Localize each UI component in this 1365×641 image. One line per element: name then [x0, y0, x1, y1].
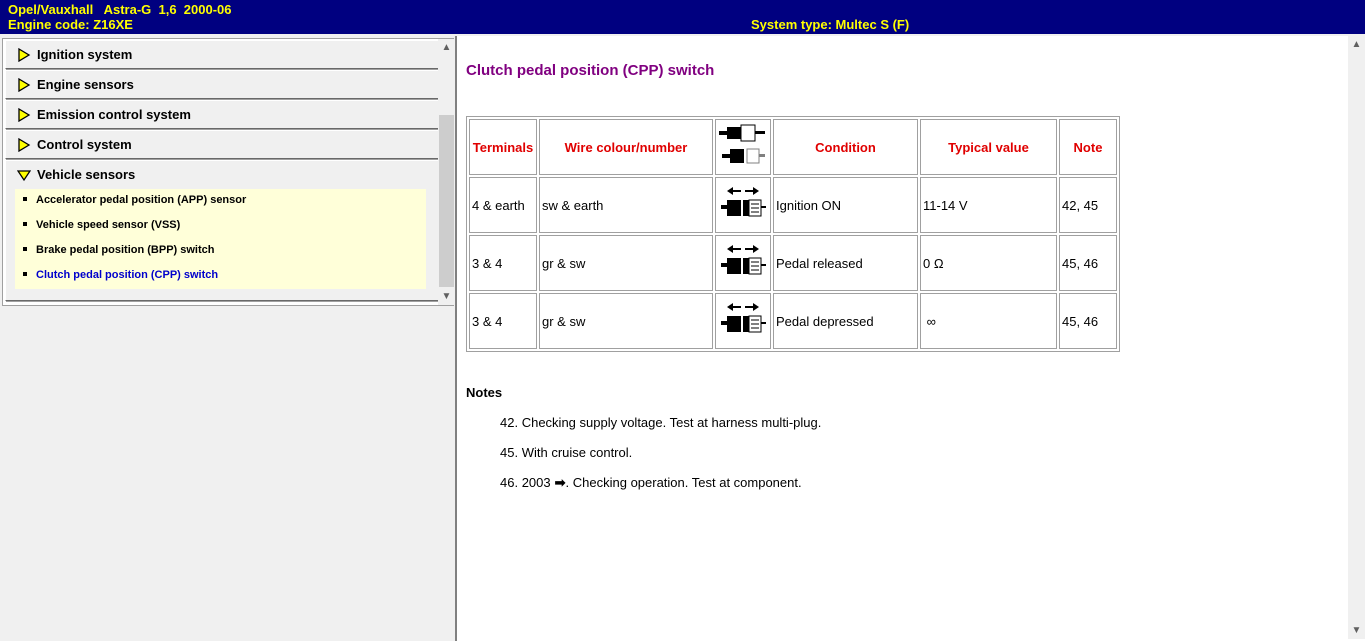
connector-backprobe-icon — [717, 186, 769, 222]
arrow-right-icon — [17, 78, 31, 92]
arrow-right-icon — [17, 108, 31, 122]
category-label: Ignition system — [37, 47, 133, 62]
header-typical-value: Typical value — [920, 119, 1057, 175]
header-connector-cell — [715, 119, 771, 175]
vehicle-info: Opel/Vauxhall Astra-G 1,6 2000-06 — [8, 2, 232, 17]
category-emission-control-system[interactable] — [5, 100, 439, 129]
content-pane — [455, 36, 1365, 641]
note-42 — [500, 415, 821, 430]
cell-connector — [715, 177, 771, 233]
category-label: Emission control system — [37, 107, 191, 122]
category-label: Vehicle sensors — [37, 167, 136, 182]
sidebar-scrollbar[interactable] — [438, 39, 455, 305]
subitem-label: Clutch pedal position (CPP) switch — [36, 269, 219, 281]
table-row — [469, 177, 1117, 233]
category-label: Engine sensors — [37, 77, 134, 92]
page-title: Clutch pedal position (CPP) switch — [466, 62, 715, 79]
connector-backprobe-icon — [717, 302, 769, 338]
category-control-system[interactable] — [5, 130, 439, 159]
content-scrollbar[interactable] — [1348, 36, 1365, 639]
arrow-right-icon: ➡ — [554, 475, 566, 490]
cell-terminals: 3 & 4 — [469, 293, 537, 349]
cell-wire: gr & sw — [539, 293, 713, 349]
subitem-cpp-switch[interactable] — [23, 269, 218, 281]
cell-note: 42, 45 — [1059, 177, 1117, 233]
arrow-right-icon — [17, 48, 31, 62]
note-number: 45. — [500, 445, 519, 460]
table-header-row — [469, 119, 1117, 175]
cell-wire: sw & earth — [539, 177, 713, 233]
header-terminals: Terminals — [469, 119, 537, 175]
chevron-up-icon[interactable]: ▲ — [1351, 39, 1362, 50]
subitem-bpp-switch[interactable] — [23, 244, 214, 256]
cell-connector — [715, 293, 771, 349]
bullet-icon — [23, 247, 27, 251]
cell-condition: Ignition ON — [773, 177, 918, 233]
vehicle-sensors-submenu — [15, 189, 426, 289]
table-row — [469, 235, 1117, 291]
engine-code: Engine code: Z16XE — [8, 17, 133, 32]
subitem-vss[interactable] — [23, 219, 180, 231]
cell-terminals: 4 & earth — [469, 177, 537, 233]
chevron-up-icon[interactable]: ▲ — [441, 42, 452, 53]
chevron-down-icon[interactable]: ▼ — [441, 291, 452, 302]
subitem-label: Vehicle speed sensor (VSS) — [36, 219, 181, 231]
system-type: System type: Multec S (F) — [751, 17, 910, 32]
header-note: Note — [1059, 119, 1117, 175]
cell-note: 45, 46 — [1059, 293, 1117, 349]
cell-condition: Pedal depressed — [773, 293, 918, 349]
cell-value: 0 Ω — [920, 235, 1057, 291]
category-tree — [2, 38, 454, 306]
bullet-icon — [23, 222, 27, 226]
header-bar — [0, 0, 1365, 34]
category-ignition-system[interactable] — [5, 40, 439, 69]
cell-value: ∞ — [920, 293, 1057, 349]
subitem-label: Brake pedal position (BPP) switch — [36, 244, 215, 256]
test-values-table — [466, 116, 1120, 352]
connector-backprobe-icon — [717, 244, 769, 280]
note-text: . Checking operation. Test at component. — [565, 475, 802, 490]
notes-heading: Notes — [466, 385, 503, 400]
cell-wire: gr & sw — [539, 235, 713, 291]
category-label: Control system — [37, 137, 132, 152]
subitem-label: Accelerator pedal position (APP) sensor — [36, 194, 247, 206]
arrow-down-icon — [17, 168, 31, 182]
note-46 — [500, 475, 802, 491]
bullet-icon — [23, 272, 27, 276]
table-row — [469, 293, 1117, 349]
subitem-app-sensor[interactable] — [23, 194, 246, 206]
note-45 — [500, 445, 632, 460]
note-number: 46. — [500, 475, 519, 490]
scrollbar-thumb[interactable] — [439, 115, 454, 287]
note-year: 2003 — [521, 475, 551, 490]
cell-condition: Pedal released — [773, 235, 918, 291]
cell-terminals: 3 & 4 — [469, 235, 537, 291]
sidebar — [0, 36, 455, 641]
note-text: Checking supply voltage. Test at harness multi-plug. — [521, 415, 822, 430]
connector-icon — [717, 121, 769, 171]
header-wire-colour: Wire colour/number — [539, 119, 713, 175]
cell-value: 11-14 V — [920, 177, 1057, 233]
cell-note: 45, 46 — [1059, 235, 1117, 291]
arrow-right-icon — [17, 138, 31, 152]
bullet-icon — [23, 197, 27, 201]
cell-connector — [715, 235, 771, 291]
note-text: With cruise control. — [521, 445, 633, 460]
header-condition: Condition — [773, 119, 918, 175]
chevron-down-icon[interactable]: ▼ — [1351, 625, 1362, 636]
note-number: 42. — [500, 415, 519, 430]
category-engine-sensors[interactable] — [5, 70, 439, 99]
